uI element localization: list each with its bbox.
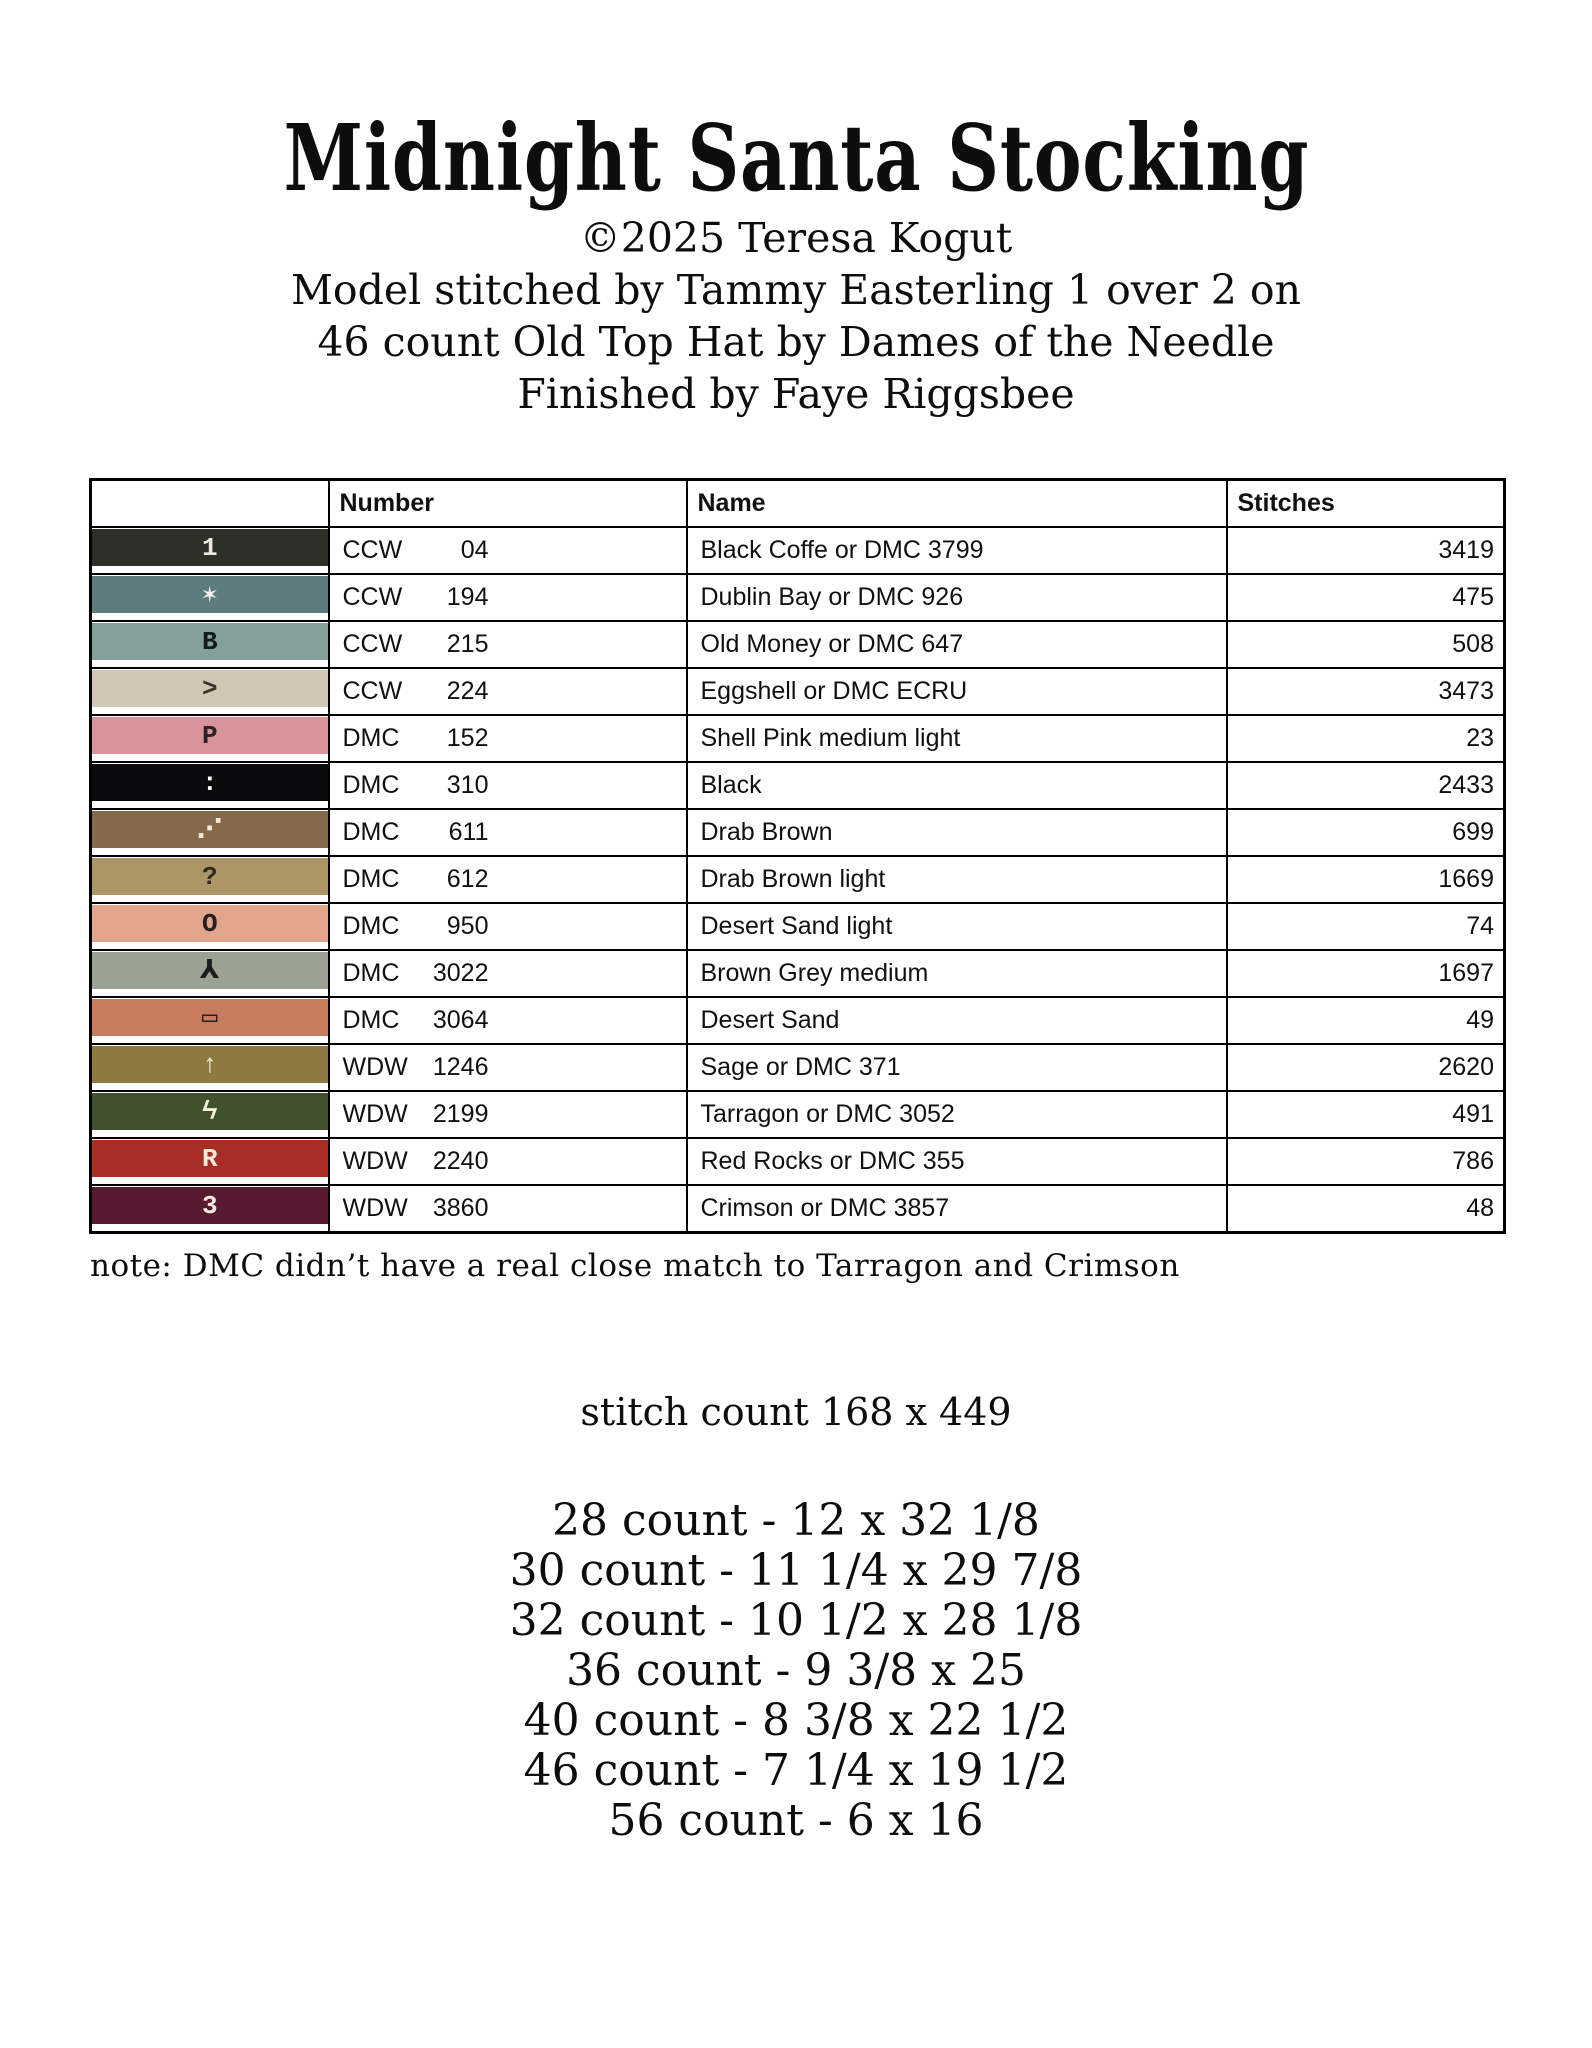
thread-code: 3064 — [432, 1006, 489, 1034]
stitch-symbol: : — [201, 767, 218, 798]
legend-table-row — [91, 574, 1505, 621]
number-cell — [329, 574, 687, 621]
legend-table-row — [91, 950, 1505, 997]
thread-code: 611 — [448, 818, 489, 846]
name-cell: Shell Pink medium light — [687, 715, 1227, 762]
page-title-text: Midnight Santa Stocking — [283, 104, 1309, 212]
number-column-header: Number — [329, 480, 687, 528]
stitch-symbol: ▭ — [201, 1002, 218, 1033]
thread-code: 224 — [446, 677, 489, 705]
thread-code: 1246 — [432, 1053, 489, 1081]
thread-brand: DMC — [342, 771, 400, 799]
thread-color-swatch — [92, 1093, 328, 1130]
name-cell: Drab Brown light — [687, 856, 1227, 903]
stitch-symbol: O — [201, 908, 218, 939]
stitches-cell: 699 — [1227, 809, 1505, 856]
number-cell — [329, 1091, 687, 1138]
symbol-column-header — [91, 480, 329, 528]
name-cell: Desert Sand light — [687, 903, 1227, 950]
stitches-cell: 48 — [1227, 1185, 1505, 1233]
thread-code: 194 — [446, 583, 489, 611]
thread-color-swatch — [92, 811, 328, 848]
number-cell — [329, 1185, 687, 1233]
thread-color-swatch — [92, 1140, 328, 1177]
stitches-cell: 1697 — [1227, 950, 1505, 997]
stitch-symbol: ⋰ — [196, 814, 223, 845]
thread-color-swatch — [92, 1187, 328, 1224]
swatch-cell — [91, 1091, 329, 1138]
number-cell — [329, 621, 687, 668]
legend-table-row — [91, 527, 1505, 574]
swatch-cell — [91, 1044, 329, 1091]
legend-table-row — [91, 903, 1505, 950]
thread-brand: DMC — [342, 865, 400, 893]
thread-brand: DMC — [342, 912, 400, 940]
number-cell — [329, 762, 687, 809]
thread-code: 215 — [446, 630, 489, 658]
stitches-cell: 475 — [1227, 574, 1505, 621]
swatch-cell — [91, 621, 329, 668]
thread-brand: DMC — [342, 724, 400, 752]
name-cell: Eggshell or DMC ECRU — [687, 668, 1227, 715]
number-cell — [329, 715, 687, 762]
thread-color-swatch — [92, 999, 328, 1036]
size-line-30-count: 30 count - 11 1/4 x 29 7/8 — [509, 1545, 1083, 1596]
swatch-cell — [91, 856, 329, 903]
stitch-symbol: ϟ — [201, 1096, 218, 1127]
size-line-32-count: 32 count - 10 1/2 x 28 1/8 — [509, 1595, 1083, 1646]
legend-header-row — [91, 480, 1505, 528]
swatch-cell — [91, 1138, 329, 1185]
stitch-symbol: R — [201, 1143, 218, 1174]
stitches-column-header: Stitches — [1227, 480, 1505, 528]
thread-code: 612 — [446, 865, 489, 893]
number-cell — [329, 1138, 687, 1185]
swatch-cell — [91, 903, 329, 950]
size-line-46-count: 46 count - 7 1/4 x 19 1/2 — [523, 1745, 1069, 1796]
thread-brand: WDW — [342, 1053, 408, 1081]
thread-color-swatch — [92, 952, 328, 989]
thread-code: 3022 — [432, 959, 489, 987]
number-cell — [329, 809, 687, 856]
thread-code: 310 — [446, 771, 489, 799]
legend-table-row — [91, 809, 1505, 856]
swatch-cell — [91, 715, 329, 762]
stitch-count-line: stitch count 168 x 449 — [580, 1390, 1012, 1434]
thread-code: 152 — [446, 724, 489, 752]
stitches-cell: 508 — [1227, 621, 1505, 668]
stitch-symbol: ✶ — [201, 579, 218, 610]
swatch-cell — [91, 1185, 329, 1233]
stitches-cell: 786 — [1227, 1138, 1505, 1185]
thread-color-swatch — [92, 576, 328, 613]
name-cell: Crimson or DMC 3857 — [687, 1185, 1227, 1233]
stitch-symbol: > — [201, 673, 218, 704]
number-cell — [329, 997, 687, 1044]
swatch-cell — [91, 950, 329, 997]
thread-brand: WDW — [342, 1194, 408, 1222]
thread-brand: CCW — [342, 630, 403, 658]
name-cell: Desert Sand — [687, 997, 1227, 1044]
thread-legend-table — [89, 478, 1506, 1234]
number-cell — [329, 856, 687, 903]
name-cell: Black — [687, 762, 1227, 809]
legend-table-row — [91, 856, 1505, 903]
size-line-56-count: 56 count - 6 x 16 — [608, 1795, 984, 1846]
name-cell: Black Coffe or DMC 3799 — [687, 527, 1227, 574]
swatch-cell — [91, 668, 329, 715]
thread-code: 2240 — [432, 1147, 489, 1175]
name-cell: Drab Brown — [687, 809, 1227, 856]
stitches-cell: 74 — [1227, 903, 1505, 950]
swatch-cell — [91, 809, 329, 856]
stitch-symbol: ⅄ — [199, 955, 220, 986]
credit-line-2: 46 count Old Top Hat by Dames of the Needle — [317, 318, 1275, 366]
legend-table-row — [91, 762, 1505, 809]
legend-table-row — [91, 1138, 1505, 1185]
thread-color-swatch — [92, 670, 328, 707]
size-line-28-count: 28 count - 12 x 32 1/8 — [552, 1495, 1040, 1546]
note-text: note: DMC didn’t have a real close match to Tarragon and Crimson — [90, 1248, 1180, 1284]
thread-color-swatch — [92, 623, 328, 660]
stitches-cell: 2620 — [1227, 1044, 1505, 1091]
thread-brand: DMC — [342, 818, 400, 846]
name-cell: Brown Grey medium — [687, 950, 1227, 997]
stitches-cell: 23 — [1227, 715, 1505, 762]
legend-table-row — [91, 1044, 1505, 1091]
thread-color-swatch — [92, 1046, 328, 1083]
number-cell — [329, 668, 687, 715]
stitches-cell: 1669 — [1227, 856, 1505, 903]
thread-color-swatch — [92, 764, 328, 801]
credit-line-3: Finished by Faye Riggsbee — [517, 370, 1075, 418]
stitches-cell: 3419 — [1227, 527, 1505, 574]
thread-brand: WDW — [342, 1147, 408, 1175]
thread-brand: DMC — [342, 1006, 400, 1034]
thread-brand: CCW — [342, 583, 403, 611]
legend-table-row — [91, 1091, 1505, 1138]
stitch-symbol: ↑ — [201, 1049, 218, 1080]
thread-brand: CCW — [342, 677, 403, 705]
thread-brand: DMC — [342, 959, 400, 987]
number-cell — [329, 1044, 687, 1091]
stitches-cell: 2433 — [1227, 762, 1505, 809]
name-cell: Tarragon or DMC 3052 — [687, 1091, 1227, 1138]
thread-brand: CCW — [342, 536, 403, 564]
name-cell: Dublin Bay or DMC 926 — [687, 574, 1227, 621]
stitch-symbol: 3 — [201, 1190, 218, 1221]
stitches-cell: 3473 — [1227, 668, 1505, 715]
stitch-symbol: ? — [201, 861, 218, 892]
thread-code: 3860 — [432, 1194, 489, 1222]
copyright-line: ©2025 Teresa Kogut — [579, 214, 1013, 262]
stitches-cell: 49 — [1227, 997, 1505, 1044]
swatch-cell — [91, 574, 329, 621]
legend-table-row — [91, 668, 1505, 715]
thread-code: 2199 — [432, 1100, 489, 1128]
stitch-symbol: B — [201, 626, 218, 657]
legend-table-row — [91, 1185, 1505, 1233]
credit-line-1: Model stitched by Tammy Easterling 1 over 2 on — [290, 266, 1302, 314]
legend-table-row — [91, 997, 1505, 1044]
stitches-cell: 491 — [1227, 1091, 1505, 1138]
swatch-cell — [91, 762, 329, 809]
fabric-size-list — [0, 1496, 1592, 1846]
name-cell: Red Rocks or DMC 355 — [687, 1138, 1227, 1185]
thread-color-swatch — [92, 529, 328, 566]
legend-table-row — [91, 715, 1505, 762]
thread-brand: WDW — [342, 1100, 408, 1128]
thread-code: 950 — [446, 912, 489, 940]
thread-color-swatch — [92, 717, 328, 754]
name-column-header: Name — [687, 480, 1227, 528]
swatch-cell — [91, 527, 329, 574]
thread-code: 04 — [460, 536, 489, 564]
thread-color-swatch — [92, 905, 328, 942]
name-cell: Sage or DMC 371 — [687, 1044, 1227, 1091]
thread-color-swatch — [92, 858, 328, 895]
size-line-36-count: 36 count - 9 3/8 x 25 — [566, 1645, 1026, 1696]
number-cell — [329, 903, 687, 950]
legend-table-row — [91, 621, 1505, 668]
page-title — [0, 104, 1592, 212]
number-cell — [329, 950, 687, 997]
stitch-symbol: 1 — [201, 532, 218, 563]
stitch-symbol: P — [201, 720, 218, 751]
number-cell — [329, 527, 687, 574]
swatch-cell — [91, 997, 329, 1044]
name-cell: Old Money or DMC 647 — [687, 621, 1227, 668]
size-line-40-count: 40 count - 8 3/8 x 22 1/2 — [523, 1695, 1069, 1746]
